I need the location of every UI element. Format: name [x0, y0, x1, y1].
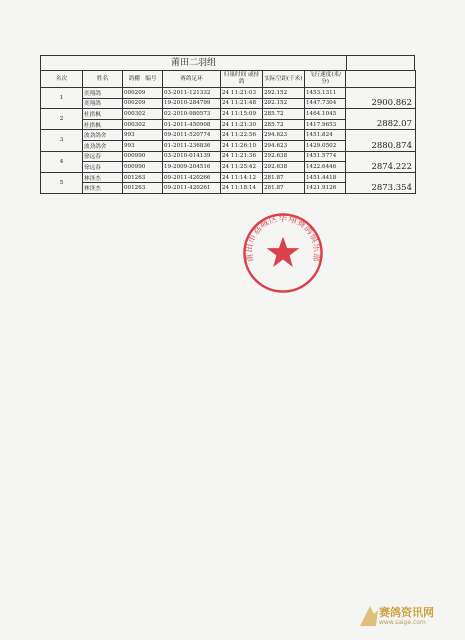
- rank-cell: 5: [41, 172, 83, 193]
- time-cell: 24 11:25:42: [221, 162, 263, 173]
- time-cell: 24 11:21:48: [221, 98, 263, 109]
- table-row: [41, 88, 416, 99]
- pigeon-icon: [360, 606, 378, 626]
- ring-cell: 03-2011-121332: [163, 88, 221, 99]
- ring-cell: 19-2009-204516: [163, 162, 221, 173]
- watermark-url: www.saige.com: [379, 619, 426, 626]
- speed-cell: 1451.4418: [305, 172, 346, 183]
- header-ring: 赛鸽足环: [163, 71, 221, 88]
- rank-cell: 4: [41, 151, 83, 172]
- table-title: 莆田二羽组: [41, 56, 347, 70]
- header-time: 归巢时间 或持鸽: [221, 71, 263, 88]
- ring-cell: 01-2011-236836: [163, 140, 221, 151]
- total-speed-cell: 2880.874: [346, 130, 416, 151]
- speed-cell: 1417.9653: [305, 119, 346, 130]
- table-row: [41, 151, 416, 162]
- distance-cell: 292.152: [263, 88, 305, 99]
- speed-cell: 1451.5774: [305, 151, 346, 162]
- header-rank: 名次: [41, 71, 83, 88]
- loft-cell: 993: [123, 130, 163, 141]
- speed-cell: 1453.1311: [305, 88, 346, 99]
- name-cell: 林泽杰: [83, 172, 123, 183]
- name-cell: 徐远春: [83, 162, 123, 173]
- results-table-wrapper: [40, 55, 415, 194]
- table-row: [41, 172, 416, 183]
- rank-cell: 2: [41, 109, 83, 130]
- ring-cell: 01-2011-450908: [163, 119, 221, 130]
- results-table: [40, 70, 416, 194]
- ring-cell: 09-2011-420261: [163, 183, 221, 194]
- speed-cell: 1422.6446: [305, 162, 346, 173]
- total-speed-cell: 2882.07: [346, 109, 416, 130]
- loft-cell: 001263: [123, 183, 163, 194]
- loft-cell: 000209: [123, 98, 163, 109]
- name-cell: 林泽杰: [83, 183, 123, 194]
- time-cell: 24 11:21:03: [221, 88, 263, 99]
- club-seal-stamp: [242, 212, 324, 294]
- name-cell: 奕翔鸽: [83, 98, 123, 109]
- table-row: [41, 109, 416, 120]
- loft-cell: 993: [123, 140, 163, 151]
- time-cell: 24 11:22:56: [221, 130, 263, 141]
- name-cell: 波劲鸽舍: [83, 140, 123, 151]
- star-icon: [267, 237, 300, 267]
- distance-cell: 294.623: [263, 140, 305, 151]
- watermark-name: 赛鸽资讯网: [379, 606, 434, 619]
- distance-cell: 285.72: [263, 109, 305, 120]
- distance-cell: 292.152: [263, 98, 305, 109]
- time-cell: 24 11:21:36: [221, 151, 263, 162]
- time-cell: 24 11:14:12: [221, 172, 263, 183]
- loft-cell: 000209: [123, 88, 163, 99]
- ring-cell: 19-2010-284799: [163, 98, 221, 109]
- ring-cell: 09-2011-420266: [163, 172, 221, 183]
- loft-cell: 000302: [123, 119, 163, 130]
- name-cell: 杜拱枫: [83, 109, 123, 120]
- distance-cell: 292.638: [263, 162, 305, 173]
- header-row: [41, 71, 416, 88]
- table-title-row: [40, 55, 415, 70]
- time-cell: 24 11:21:30: [221, 119, 263, 130]
- time-cell: 24 11:18:14: [221, 183, 263, 194]
- header-total: [346, 71, 416, 88]
- rank-cell: 1: [41, 88, 83, 109]
- loft-cell: 001263: [123, 172, 163, 183]
- ring-cell: 02-2010-980573: [163, 109, 221, 120]
- name-cell: 徐远春: [83, 151, 123, 162]
- time-cell: 24 11:26:10: [221, 140, 263, 151]
- speed-cell: 1421.9126: [305, 183, 346, 194]
- distance-cell: 285.72: [263, 119, 305, 130]
- distance-cell: 294.623: [263, 130, 305, 141]
- speed-cell: 1451.824: [305, 130, 346, 141]
- name-cell: 波劲鸽舍: [83, 130, 123, 141]
- rank-cell: 3: [41, 130, 83, 151]
- distance-cell: 281.87: [263, 183, 305, 194]
- speed-cell: 1429.0502: [305, 140, 346, 151]
- name-cell: 杜拱枫: [83, 119, 123, 130]
- distance-cell: 281.87: [263, 172, 305, 183]
- table-row: [41, 130, 416, 141]
- header-speed: 飞行速度(米/分): [305, 71, 346, 88]
- time-cell: 24 11:15:09: [221, 109, 263, 120]
- name-cell: 奕翔鸽: [83, 88, 123, 99]
- header-name: 姓名: [83, 71, 123, 88]
- loft-cell: 000990: [123, 151, 163, 162]
- header-loft: 鸽棚 编号: [123, 71, 163, 88]
- speed-cell: 1464.1045: [305, 109, 346, 120]
- speed-cell: 1447.7304: [305, 98, 346, 109]
- seal-text: 莆田市荔城区华翔赛鸽俱乐部: [244, 213, 322, 263]
- loft-cell: 000302: [123, 109, 163, 120]
- total-speed-cell: 2874.222: [346, 151, 416, 172]
- header-distance: 实际空距(千米): [263, 71, 305, 88]
- total-speed-cell: 2900.862: [346, 88, 416, 109]
- loft-cell: 000990: [123, 162, 163, 173]
- total-speed-cell: 2873.354: [346, 172, 416, 193]
- distance-cell: 292.638: [263, 151, 305, 162]
- ring-cell: 03-2010-014139: [163, 151, 221, 162]
- ring-cell: 09-2011-520774: [163, 130, 221, 141]
